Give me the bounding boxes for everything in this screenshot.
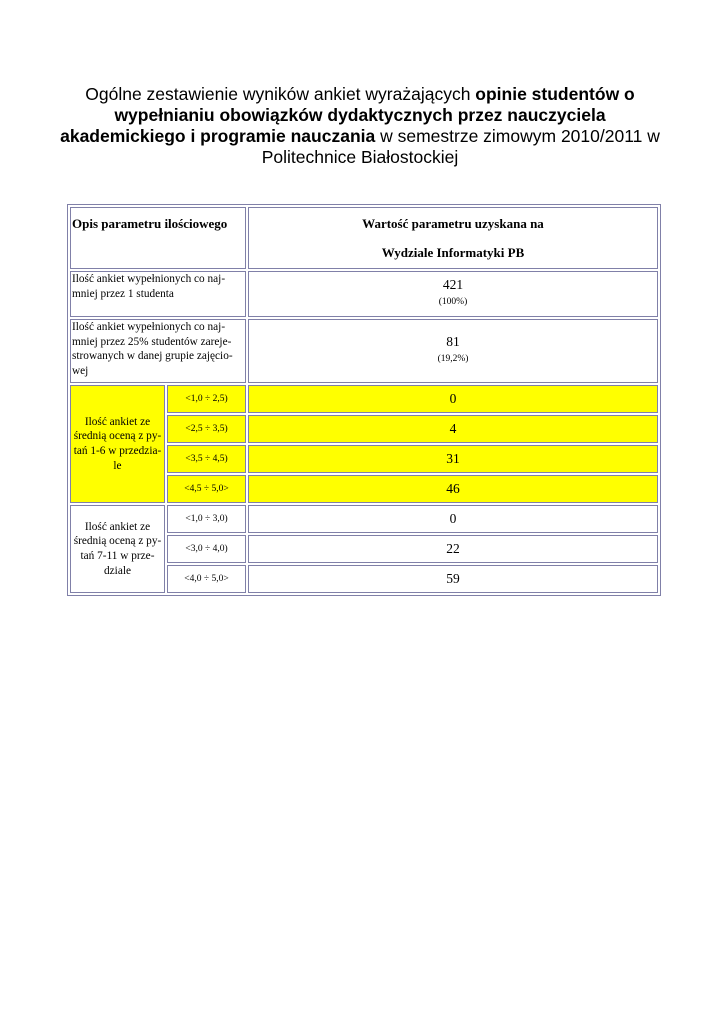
table-row: [70, 385, 658, 413]
row-value: 421: [442, 277, 464, 292]
row-percent: (19,2%): [437, 354, 469, 364]
range-label: <4,0 ÷ 5,0>: [167, 565, 246, 593]
results-table: [67, 204, 661, 596]
table-row: [70, 505, 658, 533]
row-label: Ilość ankiet wypełnionych co naj-mniej przez 25% studentów zareje-strowanych w danej grupie zajęcio-wej: [70, 319, 246, 383]
group-label: Ilość ankiet ze średnią oceną z py-tań 7-11 w prze-dziale: [70, 505, 165, 593]
title-text-1: Ogólne zestawienie wyników ankiet wyrażających: [85, 84, 476, 104]
range-value: 59: [248, 565, 658, 593]
row-value-cell: [248, 271, 658, 317]
range-value: 0: [248, 385, 658, 413]
range-value: 22: [248, 535, 658, 563]
range-label: <3,0 ÷ 4,0): [167, 535, 246, 563]
document-title: [60, 84, 660, 168]
group-label: Ilość ankiet ze średnią oceną z py-tań 1-6 w przedzia-le: [70, 385, 165, 503]
table-header-row: [70, 207, 658, 269]
range-label: <1,0 ÷ 2,5): [167, 385, 246, 413]
range-label: <2,5 ÷ 3,5): [167, 415, 246, 443]
range-value: 0: [248, 505, 658, 533]
range-value: 31: [248, 445, 658, 473]
table-row: [70, 271, 658, 317]
row-value: 81: [446, 334, 460, 349]
range-value: 4: [248, 415, 658, 443]
title-text-2: w semestrze zimowym 2010/2011 w Politechnice Białostockiej: [261, 126, 660, 167]
title-bold-text: opinie studentów o wypełnianiu obowiązków dydaktycznych przez nauczyciela akademickiego i programie nauczania: [60, 84, 635, 146]
range-value: 46: [248, 475, 658, 503]
row-label: Ilość ankiet wypełnionych co naj-mniej przez 1 studenta: [70, 271, 246, 317]
header-parameter-value: Wartość parametru uzyskana na Wydziale Informatyki PB: [248, 207, 658, 269]
range-label: <3,5 ÷ 4,5): [167, 445, 246, 473]
range-label: <4,5 ÷ 5,0>: [167, 475, 246, 503]
range-label: <1,0 ÷ 3,0): [167, 505, 246, 533]
header-parameter-description: Opis parametru ilościowego: [70, 207, 246, 269]
row-value-cell: [248, 319, 658, 383]
table-row: [70, 319, 658, 383]
row-percent: (100%): [438, 297, 468, 307]
